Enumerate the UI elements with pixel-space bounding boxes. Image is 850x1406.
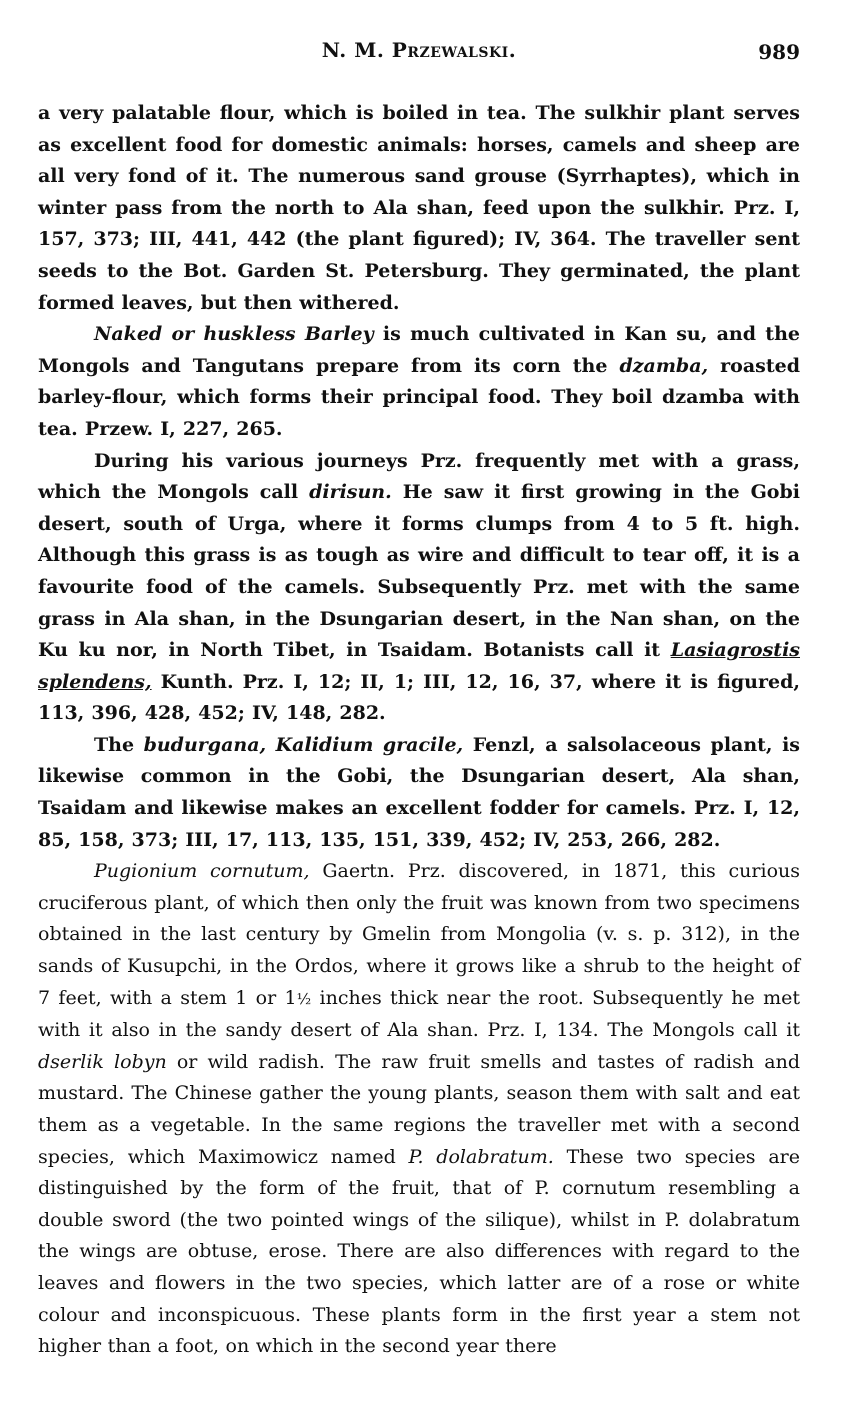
running-head — [38, 38, 800, 62]
term-dirisun: dirisun. — [309, 481, 392, 504]
term-naked-barley: Naked or huskless Barley — [94, 323, 374, 346]
term-dzamba: dzamba, — [619, 354, 709, 377]
paragraph-text: Gaertn. Prz. discovered, in 1871, this curious cruciferous plant, of which then only the fruit was known from two specimens obtained in the last century by Gmelin from Mongolia (v. s. p. 312), in the sands of Kusupchi, in the Ordos, where it grows like a shrub to the height of 7 feet, with a stem 1 or 1 — [38, 860, 800, 1009]
paragraph-text: During his various journeys Prz. frequently met with a grass, which the Mongols call — [38, 449, 800, 504]
paragraph-text: or wild radish. The raw fruit smells and tastes of radish and mustard. The Chinese gather the young plants, season them with salt and eat them as a vegetable. In the same regions the traveller met with a second species, which Maximowicz named — [38, 1050, 800, 1168]
fraction-half: ½ — [296, 989, 312, 1008]
term-p-dolabratum: P. dolabratum. — [408, 1145, 554, 1168]
book-page — [38, 38, 800, 1363]
paragraph-text: is much cultivated in Kan su, and the Mongols and Tangutans prepare from its corn the — [38, 323, 800, 377]
page-header — [38, 38, 800, 78]
term-lasiagrostis: Lasiagrostis splendens, — [38, 639, 800, 693]
paragraph-dirisun — [38, 446, 800, 730]
page-number: 989 — [758, 40, 800, 64]
term-pugionium: Pugionium cornutum, — [94, 860, 310, 883]
paragraph-pugionium — [38, 856, 800, 1363]
paragraph-text: Kunth. Prz. I, 12; II, 1; III, 12, 16, 37, where it is figured, 113, 396, 428, 452; IV, 148, 282. — [38, 670, 800, 725]
paragraph-budurgana — [38, 730, 800, 856]
paragraph-text: The — [94, 733, 144, 756]
paragraph-text: roasted barley-flour, which forms their principal food. They boil dzamba with tea. Przew. I, 227, 265. — [38, 354, 800, 440]
paragraph-text: He saw it first growing in the Gobi desert, south of Urga, where it forms clumps from 4 to 5 ft. high. Although this grass is as tough as wire and difficult to tear off, it is a favourite food of the camels. Subsequently Prz. met with the same grass in Ala shan, in the Dsungarian desert, in the Nan shan, on the Ku ku nor, in North Tibet, in Tsaidam. Botanists call it — [38, 481, 800, 662]
term-dserlik-lobyn: dserlik lobyn — [38, 1050, 167, 1073]
author-initials: N. M. — [321, 38, 385, 62]
paragraph-barley — [38, 319, 800, 445]
paragraph-text: Fenzl, a salsolaceous plant, is likewise common in the Gobi, the Dsungarian desert, Ala shan, Tsaidam and likewise makes an excellent fodder for camels. Prz. I, 12, 85, 158, 373; III, 17, 113, 135, 151, 339, 452; IV, 253, 266, 282. — [38, 733, 800, 851]
term-budurgana: budurgana, Kalidium gracile, — [143, 733, 464, 756]
paragraph-text: These two species are distinguished by the form of the fruit, that of P. cornutum resembling a double sword (the two pointed wings of the silique), whilst in P. dolabratum the wings are obtuse, erose. There are also differences with regard to the leaves and flowers in the two species, which latter are of a rose or white colour and inconspicuous. These plants form in the first year a stem not higher than a foot, on which in the second year there — [38, 1145, 801, 1358]
paragraph-sulkhir — [38, 98, 800, 319]
author-surname: Przewalski. — [391, 38, 517, 62]
paragraph-text: a very palatable flour, which is boiled in tea. The sulkhir plant serves as excellent food for domestic animals: horses, camels and sheep are all very fond of it. The numerous sand grouse (Syrrhaptes), which in winter pass from the north to Ala shan, feed upon the sulkhir. Prz. I, 157, 373; III, 441, 442 (the plant figured); IV, 364. The traveller sent seeds to the Bot. Garden St. Petersburg. They germinated, the plant formed leaves, but then withered. — [38, 102, 800, 314]
body-text — [38, 98, 800, 1363]
paragraph-text: inches thick near the root. Subsequently he met with it also in the sandy desert of Ala shan. Prz. I, 134. The Mongols call it — [38, 986, 800, 1042]
